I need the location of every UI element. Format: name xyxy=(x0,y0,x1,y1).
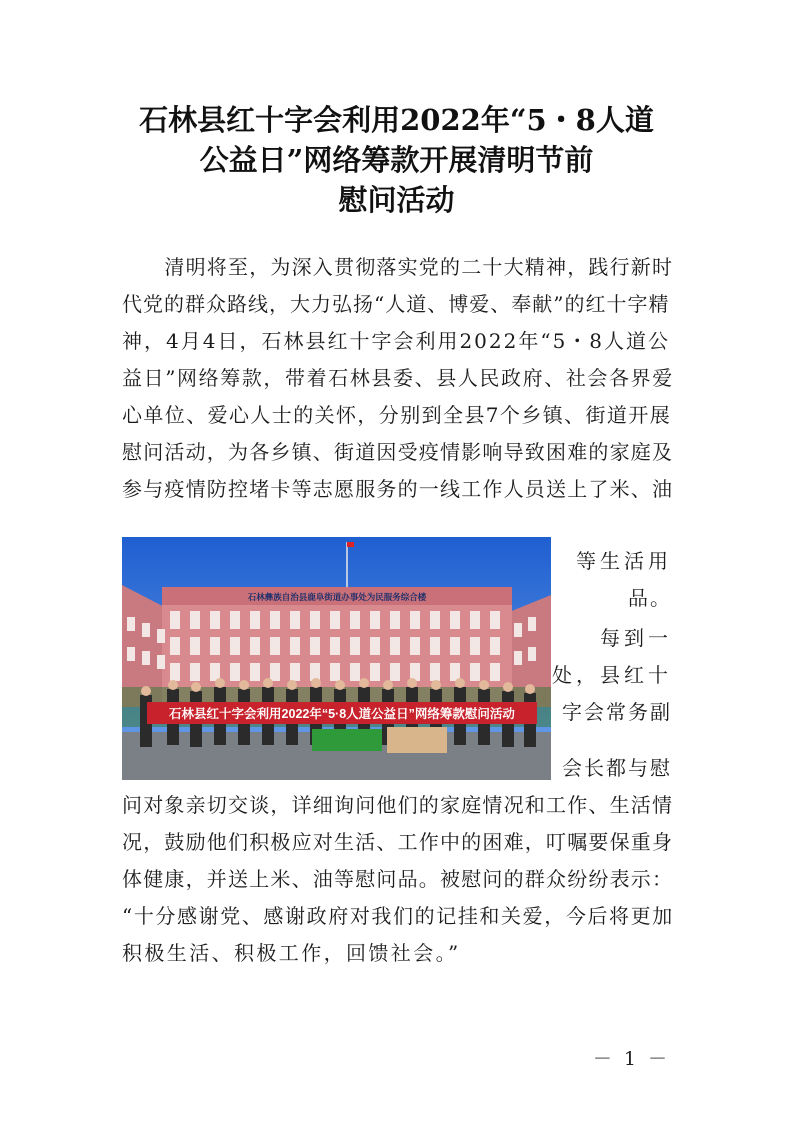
wrapped-line: 品。 xyxy=(628,586,672,610)
flag xyxy=(347,542,354,547)
paragraph-line: 积极生活、积极工作，回馈社会。” xyxy=(122,941,461,965)
wrapped-line: 字会常务副 xyxy=(562,700,672,724)
page-number: － 1 － xyxy=(592,1048,670,1070)
wrapped-line: 会长都与慰 xyxy=(562,756,672,780)
title-line-1: 石林县红十字会利用2022年“5・8人道 xyxy=(139,103,654,137)
title-line-2: 公益日”网络筹款开展清明节前 xyxy=(199,143,594,177)
paragraph-line: 清明将至，为深入贯彻落实党的二十大精神，践行新时 xyxy=(122,255,674,279)
event-photo xyxy=(122,537,551,780)
paragraph-line: 益日”网络筹款，带着石林县委、县人民政府、社会各界爱 xyxy=(122,366,674,390)
rice-bags xyxy=(312,729,382,751)
event-photo-graphic xyxy=(122,537,551,780)
paragraph-line: 体健康，并送上米、油等慰问品。被慰问的群众纷纷表示： xyxy=(122,867,674,891)
paragraph-line: 心单位、爱心人士的关怀，分别到全县7个乡镇、街道开展 xyxy=(122,403,672,427)
paragraph-line: 参与疫情防控堵卡等志愿服务的一线工作人员送上了米、油 xyxy=(122,477,674,501)
banner-text: 石林县红十字会利用2022年“5·8人道公益日”网络筹款慰问活动 xyxy=(169,707,515,721)
wrapped-line: 每到一 xyxy=(600,626,672,650)
building-sign: 石林彝族自治县鹿阜街道办事处为民服务综合楼 xyxy=(247,592,427,602)
wrapped-line: 处，县红十 xyxy=(552,663,672,687)
paragraph-line: “十分感谢党、感谢政府对我们的记挂和关爱，今后将更加 xyxy=(122,904,674,928)
wrapped-line: 等生活用 xyxy=(576,549,672,573)
document-title xyxy=(100,100,693,220)
title-line-3: 慰问活动 xyxy=(338,183,455,217)
paragraph-line: 况，鼓励他们积极应对生活、工作中的困难，叮嘱要保重身 xyxy=(122,830,674,854)
paragraph-line: 慰问活动，为各乡镇、街道因受疫情影响导致困难的家庭及 xyxy=(122,440,674,464)
paragraph-line: 代党的群众路线，大力弘扬“人道、博爱、奉献”的红十字精 xyxy=(122,292,670,316)
paragraph-line: 问对象亲切交谈，详细询问他们的家庭情况和工作、生活情 xyxy=(122,793,674,817)
oil-boxes xyxy=(387,727,447,753)
paragraph-line: 神，4月4日，石林县红十字会利用2022年“5・8人道公 xyxy=(122,329,671,353)
